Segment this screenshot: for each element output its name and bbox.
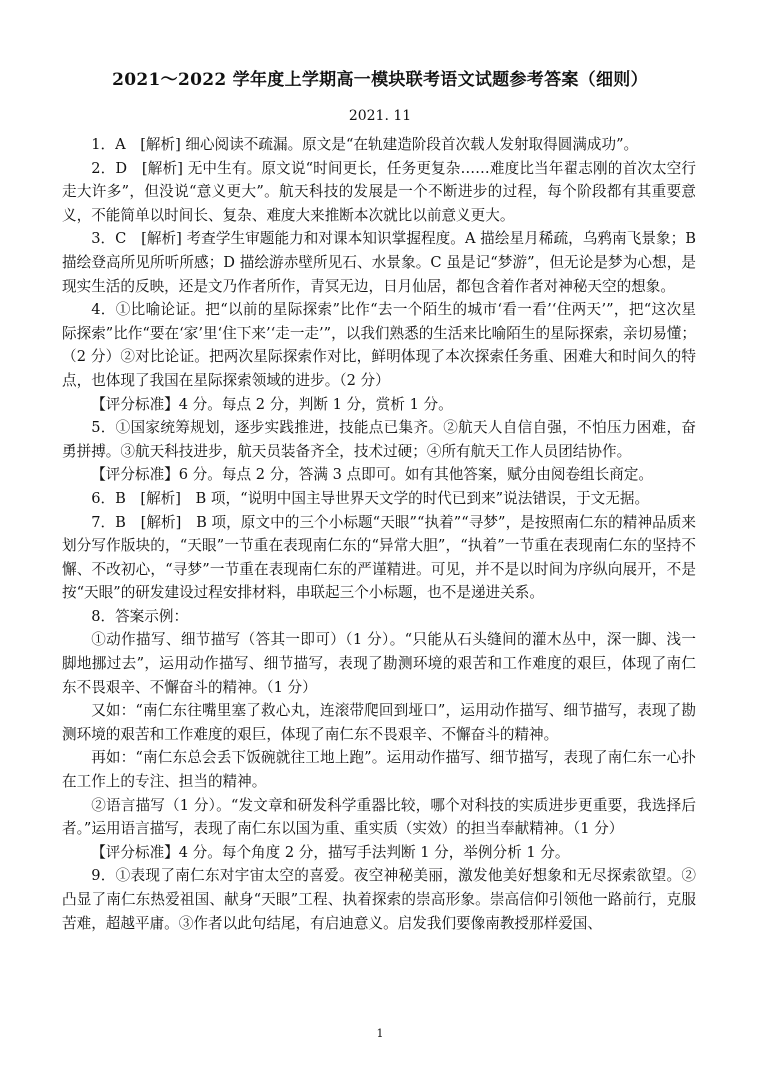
answer-paragraph: 3．C [解析] 考查学生审题能力和对课本知识掌握程度。A 描绘星月稀疏，乌鸦南飞景象；B 描绘登高所见所听所感；D 描绘游赤壁所见石、水景象。C 虽是记“梦游”，但无论是梦为心想，是现实生活的反映，还是文乃作者所作，青冥无边，日月仙居，都包含着作者对神秘天空的想象。 bbox=[62, 230, 696, 295]
answer-paragraph: 又如：“南仁东往嘴里塞了救心丸，连滚带爬回到垭口”，运用动作描写、细节描写，表现了勘测环境的艰苦和工作难度的艰巨，体现了南仁东不畏艰辛、不懈奋斗的精神。 bbox=[62, 702, 696, 743]
document-title: 2021～2022 学年度上学期高一模块联考语文试题参考答案（细则） bbox=[112, 70, 648, 90]
answer-paragraph: ②语言描写（1 分）。“发文章和研发科学重器比较，哪个对科技的实质进步更重要，我选择后者。”运用语言描写，表现了南仁东以国为重、重实质（实效）的担当奉献精神。（1 分） bbox=[62, 796, 696, 838]
answer-paragraph: 再如：“南仁东总会丢下饭碗就往工地上跑”。运用动作描写、细节描写，表现了南仁东一心扑在工作上的专注、担当的精神。 bbox=[62, 749, 696, 791]
scoring-criteria: 【评分标准】4 分。每点 2 分，判断 1 分，赏析 1 分。 bbox=[91, 395, 453, 413]
scoring-criteria: 【评分标准】4 分。每个角度 2 分，描写手法判断 1 分，举例分析 1 分。 bbox=[91, 843, 570, 861]
answer-paragraph: 5．①国家统筹规划，逐步实践推进，技能点已集齐。②航天人自信自强，不怕压力困难，奋勇拼搏。③航天科技进步，航天员装备齐全，技术过硬；④所有航天工作人员团结协作。 bbox=[62, 419, 696, 460]
answer-paragraph: 2．D [解析] 无中生有。原文说“时间更长，任务更复杂……难度比当年翟志刚的首次太空行走大许多”，但没说“意义更大”。航天科技的发展是一个不断进步的过程，每个阶段都有其重要意义，不能简单以时间长、复杂、难度大来推断本次就比以前意义更大。 bbox=[62, 159, 696, 224]
page-number: 1 bbox=[376, 1027, 384, 1040]
answer-paragraph: 7．B [解析] B 项，原文中的三个小标题“天眼”“执着”“寻梦”，是按照南仁东的精神品质来划分写作版块的，“天眼”一节重在表现南仁东的“异常大胆”，“执着”一节重在表现南仁东的坚持不懈、不改初心，“寻梦”一节重在表现南仁东的严谨精进。可见，并不是以时间为序纵向展开，不是按“天眼”的研发建设过程安排材料，串联起三个小标题，也不是递进关系。 bbox=[62, 513, 696, 602]
answer-paragraph: 1．A [解析] 细心阅读不疏漏。原文是“在轨建造阶段首次载人发射取得圆满成功”。 bbox=[91, 136, 639, 153]
answer-paragraph: 4．①比喻论证。把“以前的星际探索”比作“去一个陌生的城市‘看一看’‘住两天’”，把“这次星际探索”比作“要在‘家’里‘住下来’‘走一走’”，以我们熟悉的生活来比喻陌生的星际探索，亲切易懂；（2 分）②对比论证。把两次星际探索作对比，鲜明体现了本次探索任务重、困难大和时间久的特点，也体现了我国在星际探索领域的进步。（2 分） bbox=[62, 301, 696, 389]
answer-paragraph: ①动作描写、细节描写（答其一即可）（1 分）。“只能从石头缝间的灌木丛中，深一脚、浅一脚地挪过去”，运用动作描写、细节描写，表现了勘测环境的艰苦和工作难度的艰巨，体现了南仁东不畏艰辛、不懈奋斗的精神。（1 分） bbox=[62, 631, 696, 696]
answer-paragraph: 9．①表现了南仁东对宇宙太空的喜爱。夜空神秘美丽，激发他美好想象和无尽探索欲望。②凸显了南仁东热爱祖国、献身“天眼”工程、执着探索的崇高形象。崇高信仰引领他一路前行，克服苦难，超越平庸。③作者以此句结尾，有启迪意义。启发我们要像南教授那样爱国、 bbox=[62, 867, 696, 932]
answer-paragraph: 8．答案示例： bbox=[91, 607, 189, 625]
answer-body bbox=[62, 133, 696, 935]
answer-paragraph: 6．B [解析] B 项，“说明中国主导世界天文学的时代已到来”说法错误，于文无据。 bbox=[91, 489, 650, 507]
document-date: 2021. 11 bbox=[348, 108, 412, 124]
scoring-criteria: 【评分标准】6 分。每点 2 分，答满 3 点即可。如有其他答案，赋分由阅卷组长商定。 bbox=[91, 466, 654, 484]
